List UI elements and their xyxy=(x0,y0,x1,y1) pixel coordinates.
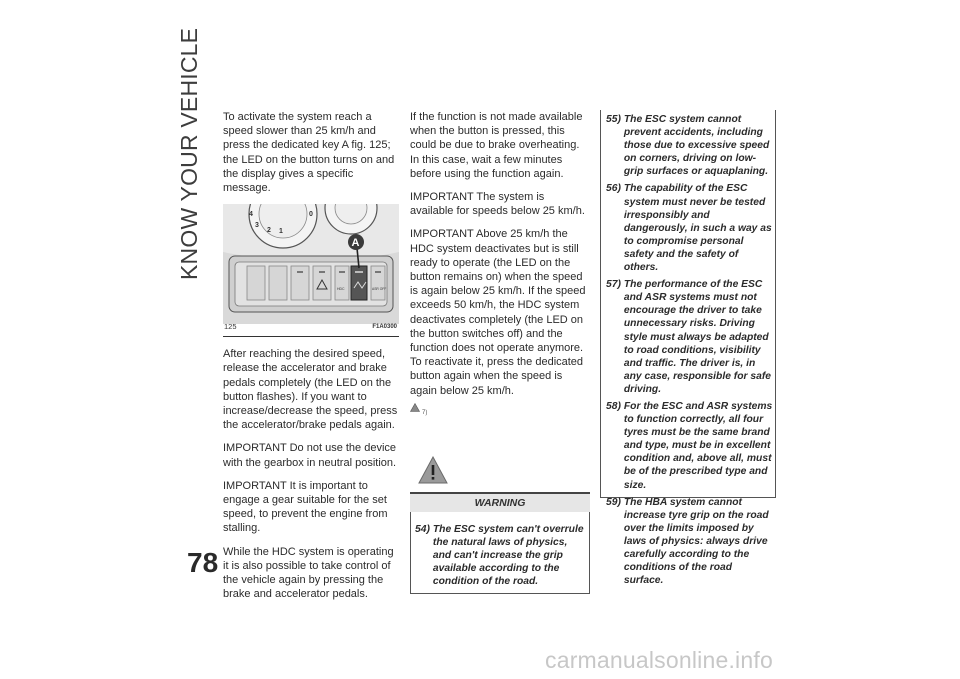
warning-item-number: 55) xyxy=(606,114,621,125)
warning-item xyxy=(606,496,773,588)
figure-125 xyxy=(223,204,399,337)
figure-code: F1A0300 xyxy=(372,324,397,331)
paragraph-activate: To activate the system reach a speed slower than 25 km/h and press the dedicated key A fig. 125; the LED on the button turns on and the display gives a specific message. xyxy=(223,111,395,195)
warning-item-number: 59) xyxy=(606,496,621,508)
warning-title: WARNING xyxy=(410,492,590,512)
paragraph-overheating: If the function is not made available when the button is pressed, this could be due to brake overheating. In this case, wait a few minutes before using the function again. xyxy=(410,111,583,180)
column-2 xyxy=(410,110,590,594)
page-number: 78 xyxy=(187,547,219,578)
warning-item xyxy=(415,523,584,588)
paragraph-reach-speed: After reaching the desired speed, release the accelerator and brake pedals completely (the LED on the button flashes). If you want to increase/decrease the speed, press the accelerator/brake pedals again. xyxy=(223,348,398,432)
asr-off-label: ASR OFF xyxy=(372,287,387,292)
column-1 xyxy=(223,110,399,610)
paragraph-neutral: IMPORTANT Do not use the device with the gearbox in neutral position. xyxy=(223,442,397,469)
warning-item-text: The capability of the ESC system must never be tested irresponsibly and dangerously, in such a way as to compromise personal safety and the safety of others. xyxy=(623,183,772,274)
warning-item-text: The HBA system cannot increase tyre grip on the road over the limits imposed by laws of physics: always drive carefully according to the conditions of the road surface. xyxy=(623,496,769,587)
warning-item xyxy=(606,278,773,396)
column-3-warnings xyxy=(600,110,776,587)
callout-a: A xyxy=(351,237,360,250)
paragraph-availability: IMPORTANT The system is available for speeds below 25 km/h. xyxy=(410,191,585,218)
warning-item-number: 56) xyxy=(606,183,621,195)
warning-triangle-icon xyxy=(410,403,420,412)
warning-item-number: 54) xyxy=(415,524,430,536)
watermark: carmanualsonline.info xyxy=(545,647,773,673)
warning-item xyxy=(606,113,773,178)
warning-item-text: The ESC system can't overrule the natural laws of physics, and can't increase the grip available according to the condition of the road. xyxy=(432,524,584,588)
note-reference xyxy=(410,403,590,420)
dial-digit: 0 xyxy=(309,211,313,219)
hdc-label: HDC xyxy=(337,287,345,292)
warning-item-text: The ESC system cannot prevent accidents, including those due to excessive speed on corners, driving on low-grip surfaces or aquaplaning. xyxy=(623,114,770,178)
dial-digit: 4 xyxy=(249,211,253,219)
warning-triangle-icon xyxy=(418,456,590,488)
dashboard-illustration xyxy=(223,204,399,324)
paragraph-take-control: While the HDC system is operating it is also possible to take control of the vehicle again by pressing the brake and accelerator pedals. xyxy=(223,545,394,601)
warning-item-text: The performance of the ESC and ASR systems must not encourage the driver to take unnecessary risks. Driving style must always be adapted to road conditions, visibility and traffic. The driver is, in any case, responsible for safe driving. xyxy=(623,279,771,395)
paragraph-deactivation: IMPORTANT Above 25 km/h the HDC system deactivates but is still ready to operate (the LED on the button remains on) when the speed is again below 25 km/h. If the speed exceeds 50 km/h, the HDC system deactivates completely (the LED on the button switches off) and the function does not operate anymore. To reactivate it, press the dedicated button again when the speed is again below 25 km/h. xyxy=(410,228,586,397)
section-title-vertical: KNOW YOUR VEHICLE xyxy=(176,27,202,280)
dial-digit: 1 xyxy=(279,228,283,236)
warning-item-text: For the ESC and ASR systems to function correctly, all four tyres must be the same brand and type, must be in excellent condition and, above all, must be of the prescribed type and size. xyxy=(623,400,773,491)
warning-item xyxy=(606,182,773,274)
paragraph-gear: IMPORTANT It is important to engage a gear suitable for the set speed, to prevent the engine from stalling. xyxy=(223,479,388,535)
warning-box xyxy=(410,512,590,594)
warning-item-number: 58) xyxy=(606,400,621,412)
warning-item-number: 57) xyxy=(606,279,621,291)
dial-digit: 3 xyxy=(255,222,259,230)
figure-number: 125 xyxy=(224,322,237,332)
dial-digit: 2 xyxy=(267,227,271,235)
warning-item xyxy=(606,400,773,492)
note-reference-number: 7) xyxy=(422,409,428,416)
